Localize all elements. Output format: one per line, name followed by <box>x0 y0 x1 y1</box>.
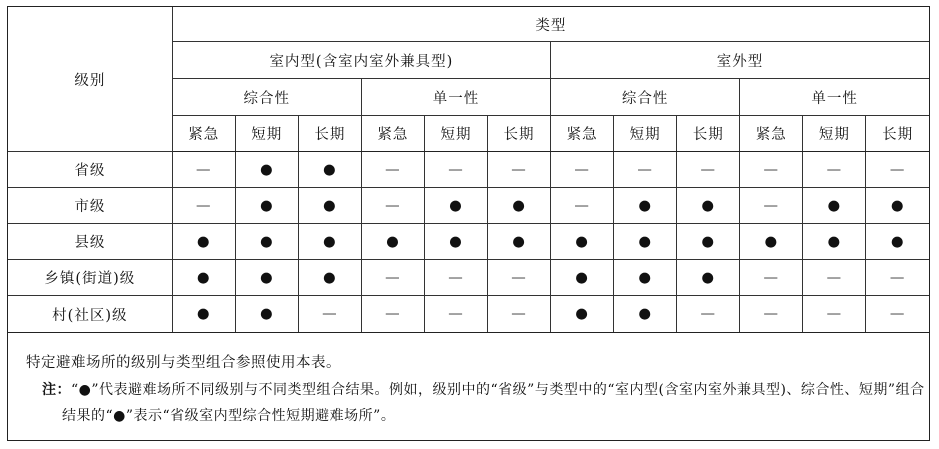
dot-mark-cell: ● <box>424 224 487 260</box>
dash-mark-cell: — <box>172 152 235 188</box>
dot-mark-cell: ● <box>551 296 614 333</box>
note-text: “●”代表避难场所不同级别与不同类型组合结果。例如，级别中的“省级”与类型中的“室内型(含室内室外兼具型)、综合性、短期”组合结果的“●”表示“省级室内型综合性短期避难场所”。 <box>62 382 925 424</box>
dot-mark-cell: ● <box>424 188 487 224</box>
dash-mark-cell: — <box>551 188 614 224</box>
dot-mark-cell: ● <box>487 224 550 260</box>
dash-mark-cell: — <box>803 260 866 296</box>
table-row <box>8 260 929 296</box>
outdoor-single-header: 单一性 <box>740 79 929 116</box>
duration-header: 短期 <box>235 116 298 152</box>
level-cell: 乡镇(街道)级 <box>8 260 172 296</box>
duration-header: 短期 <box>424 116 487 152</box>
duration-header: 紧急 <box>551 116 614 152</box>
dash-mark-cell: — <box>361 152 424 188</box>
dot-mark-cell: ● <box>235 296 298 333</box>
dash-mark-cell: — <box>424 260 487 296</box>
dash-mark-cell: — <box>361 188 424 224</box>
note-label: 注： <box>42 382 71 398</box>
duration-header: 长期 <box>487 116 550 152</box>
duration-header: 紧急 <box>361 116 424 152</box>
dot-mark-cell: ● <box>677 260 740 296</box>
dash-mark-cell: — <box>614 152 677 188</box>
duration-header: 长期 <box>866 116 929 152</box>
outdoor-comprehensive-header: 综合性 <box>551 79 740 116</box>
dash-mark-cell: — <box>361 260 424 296</box>
level-cell: 县级 <box>8 224 172 260</box>
dash-mark-cell: — <box>740 152 803 188</box>
dot-mark-cell: ● <box>298 152 361 188</box>
dash-mark-cell: — <box>487 260 550 296</box>
indoor-type-header: 室内型(含室内室外兼具型) <box>172 42 550 79</box>
dash-mark-cell: — <box>487 152 550 188</box>
dot-mark-cell: ● <box>172 296 235 333</box>
type-header: 类型 <box>172 7 929 42</box>
dot-mark-cell: ● <box>235 260 298 296</box>
dash-mark-cell: — <box>172 188 235 224</box>
dash-mark-cell: — <box>361 296 424 333</box>
table-row <box>8 188 929 224</box>
level-header: 级别 <box>8 7 172 152</box>
duration-header: 长期 <box>298 116 361 152</box>
dot-mark-cell: ● <box>803 188 866 224</box>
level-cell: 村(社区)级 <box>8 296 172 333</box>
dash-mark-cell: — <box>298 296 361 333</box>
shelter-classification-table <box>8 7 929 333</box>
dot-mark-cell: ● <box>614 260 677 296</box>
dash-mark-cell: — <box>740 296 803 333</box>
table-row <box>8 296 929 333</box>
dot-mark-cell: ● <box>614 188 677 224</box>
note-line-2 <box>26 377 926 429</box>
dot-mark-cell: ● <box>551 260 614 296</box>
table-row <box>8 224 929 260</box>
dot-mark-cell: ● <box>172 260 235 296</box>
dash-mark-cell: — <box>866 260 929 296</box>
dot-mark-cell: ● <box>614 224 677 260</box>
dot-mark-cell: ● <box>298 188 361 224</box>
dot-mark-cell: ● <box>803 224 866 260</box>
duration-header: 短期 <box>803 116 866 152</box>
indoor-single-header: 单一性 <box>361 79 550 116</box>
dot-mark-cell: ● <box>614 296 677 333</box>
dash-mark-cell: — <box>740 188 803 224</box>
level-cell: 市级 <box>8 188 172 224</box>
dot-mark-cell: ● <box>487 188 550 224</box>
dash-mark-cell: — <box>677 296 740 333</box>
duration-header: 长期 <box>677 116 740 152</box>
dot-mark-cell: ● <box>677 224 740 260</box>
dash-mark-cell: — <box>677 152 740 188</box>
duration-header: 紧急 <box>740 116 803 152</box>
dot-mark-cell: ● <box>172 224 235 260</box>
indoor-comprehensive-header: 综合性 <box>172 79 361 116</box>
dot-mark-cell: ● <box>551 224 614 260</box>
dot-mark-cell: ● <box>740 224 803 260</box>
document-frame <box>7 6 930 441</box>
dash-mark-cell: — <box>487 296 550 333</box>
duration-header: 紧急 <box>172 116 235 152</box>
dash-mark-cell: — <box>740 260 803 296</box>
dot-mark-cell: ● <box>866 188 929 224</box>
dot-mark-cell: ● <box>361 224 424 260</box>
dot-mark-cell: ● <box>298 260 361 296</box>
dash-mark-cell: — <box>424 152 487 188</box>
dash-mark-cell: — <box>866 296 929 333</box>
dot-mark-cell: ● <box>677 188 740 224</box>
dot-mark-cell: ● <box>298 224 361 260</box>
dot-mark-cell: ● <box>235 152 298 188</box>
dot-mark-cell: ● <box>866 224 929 260</box>
dash-mark-cell: — <box>803 296 866 333</box>
dash-mark-cell: — <box>424 296 487 333</box>
duration-header: 短期 <box>614 116 677 152</box>
note-line-1: 特定避难场所的级别与类型组合参照使用本表。 <box>26 355 341 371</box>
level-cell: 省级 <box>8 152 172 188</box>
dot-mark-cell: ● <box>235 188 298 224</box>
dash-mark-cell: — <box>803 152 866 188</box>
table-row <box>8 152 929 188</box>
dash-mark-cell: — <box>551 152 614 188</box>
outdoor-type-header: 室外型 <box>551 42 929 79</box>
dot-mark-cell: ● <box>235 224 298 260</box>
dash-mark-cell: — <box>866 152 929 188</box>
notes <box>26 349 926 429</box>
